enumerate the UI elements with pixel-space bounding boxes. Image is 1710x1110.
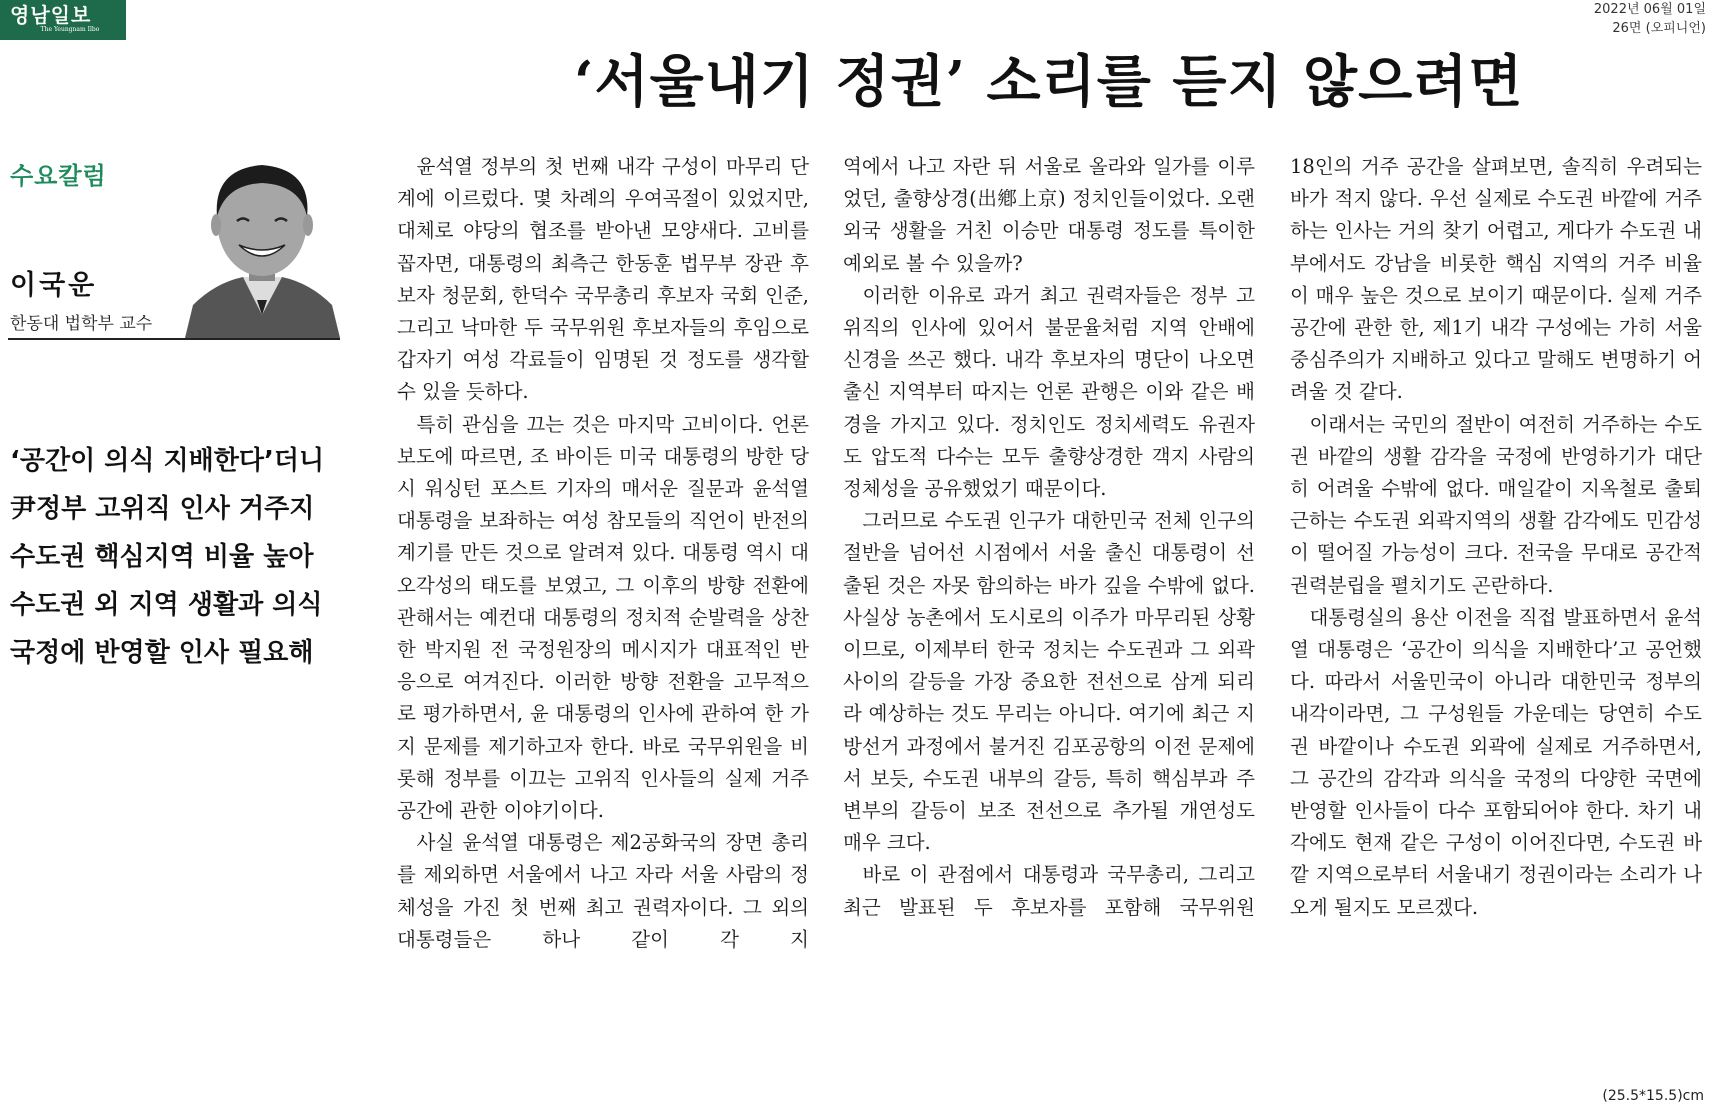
subhead-line: 국정에 반영할 인사 필요해 — [10, 638, 314, 668]
logo-name: 영남일보 — [10, 3, 92, 27]
body-paragraph: 역에서 나고 자란 뒤 서울로 올라와 일가를 이루었던, 출향상경(出鄕上京) 정치인들이었다. 오랜 외국 생활을 거친 이승만 대통령 정도를 특이한 예외로 볼 수 있을까? — [843, 155, 1255, 275]
body-paragraph: 대통령실의 용산 이전을 직접 발표하면서 윤석열 대통령은 ‘공간이 의식을 지배한다’고 공언했다. 따라서 서울민국이 아니라 대한민국 정부의 내각이라면, 그 구성원들 가운데는 당연히 수도권 바깥이나 수도권 외곽에 실제로 거주하면서, 그 공간의 감각과 의식을 국정의 다양한 국면에 반영할 인사들이 다수 포함되어야 한다. 차기 내각에도 현재 같은 구성이 이어진다면, 수도권 바깥 지역으로부터 서울내기 정권이라는 소리가 나오게 될지도 모르겠다. — [1290, 605, 1702, 919]
body-paragraph: 바로 이 관점에서 대통령과 국무총리, 그리고 최근 발표된 두 후보자를 포함해 국무위원 — [843, 863, 1255, 919]
byline-divider — [8, 338, 340, 340]
subhead-line: 尹정부 고위직 인사 거주지 — [10, 494, 315, 524]
article-column-3 — [1290, 151, 1702, 924]
issue-date: 2022년 06월 01일 — [1593, 2, 1706, 17]
subhead-line: 수도권 외 지역 생활과 의식 — [10, 590, 323, 620]
newspaper-logo — [0, 0, 126, 40]
page-section: 26면 (오피니언) — [1612, 21, 1706, 36]
author-photo — [185, 155, 340, 338]
article-column-1 — [397, 151, 809, 956]
body-paragraph: 윤석열 정부의 첫 번째 내각 구성이 마무리 단계에 이르렀다. 몇 차례의 우여곡절이 있었지만, 대체로 야당의 협조를 받아낸 모양새다. 고비를 꼽자면, 대통령의 최측근 한동훈 법무부 장관 후보자 청문회, 한덕수 국무총리 후보자 국회 인준, 그리고 낙마한 두 국무위원 후보자들의 후임으로 갑자기 여성 각료들이 임명된 것 정도를 생각할 수 있을 듯하다. — [397, 155, 809, 404]
article-headline: ‘서울내기 정권’ 소리를 듣지 않으려면 — [574, 49, 1524, 115]
body-paragraph: 이래서는 국민의 절반이 여전히 거주하는 수도권 바깥의 생활 감각을 국정에 반영하기가 대단히 어려울 수밖에 없다. 매일같이 지옥철로 출퇴근하는 수도권 외곽지역의 생활 감각에도 민감성이 떨어질 가능성이 크다. 전국을 무대로 공간적 권력분립을 펼치기도 곤란하다. — [1290, 412, 1702, 597]
body-paragraph: 특히 관심을 끄는 것은 마지막 고비이다. 언론 보도에 따르면, 조 바이든 미국 대통령의 방한 당시 워싱턴 포스트 기자의 매서운 질문과 윤석열 대통령을 보좌하는 여성 참모들의 직언이 반전의 계기를 만든 것으로 알려져 있다. 대통령 역시 대오각성의 태도를 보였고, 그 이후의 방향 전환에 관해서는 예컨대 대통령의 정치적 순발력을 상찬한 박지원 전 국정원장의 메시지가 대표적인 반응으로 여겨진다. 이러한 방향 전환을 고무적으로 평가하면서, 윤 대통령의 인사에 관하여 한 가지 문제를 제기하고자 한다. 바로 국무위원을 비롯해 정부를 이끄는 고위직 인사들의 실제 거주 공간에 관한 이야기이다. — [397, 412, 809, 823]
article-subheads — [10, 437, 355, 677]
column-name: 수요칼럼 — [10, 162, 107, 190]
subhead-line: ‘공간이 의식 지배한다’더니 — [10, 446, 325, 476]
author-title: 한동대 법학부 교수 — [10, 314, 153, 334]
body-paragraph: 18인의 거주 공간을 살펴보면, 솔직히 우려되는 바가 적지 않다. 우선 실제로 수도권 바깥에 거주하는 인사는 거의 찾기 어렵고, 게다가 수도권 내부에서도 강남을 비롯한 핵심 지역의 거주 비율이 매우 높은 것으로 보이기 때문이다. 실제 거주 공간에 관한 한, 제1기 내각 구성에는 가히 서울 중심주의가 지배하고 있다고 말해도 변명하기 어려울 것 같다. — [1290, 155, 1702, 404]
subhead-line: 수도권 핵심지역 비율 높아 — [10, 542, 314, 572]
issue-info — [1594, 0, 1706, 38]
author-name: 이국운 — [10, 270, 98, 301]
body-paragraph: 사실 윤석열 대통령은 제2공화국의 장면 총리를 제외하면 서울에서 나고 자라 서울 사람의 정체성을 가진 첫 번째 최고 권력자이다. 그 외의 대통령들은 하나 같이 각 지 — [397, 831, 809, 951]
article-size-note: (25.5*15.5)cm — [1602, 1088, 1704, 1104]
article-column-2 — [843, 151, 1255, 924]
body-paragraph: 그러므로 수도권 인구가 대한민국 전체 인구의 절반을 넘어선 시점에서 서울 출신 대통령이 선출된 것은 자못 함의하는 바가 깊을 수밖에 없다. 사실상 농촌에서 도시로의 이주가 마무리된 상황이므로, 이제부터 한국 정치는 수도권과 그 외곽 사이의 갈등을 가장 중요한 전선으로 삼게 되리라 예상하는 것도 무리는 아니다. 여기에 최근 지방선거 과정에서 불거진 김포공항의 이전 문제에서 보듯, 수도권 내부의 갈등, 특히 핵심부과 주변부의 갈등이 보조 전선으로 추가될 개연성도 매우 크다. — [843, 509, 1255, 855]
logo-subtext: The Yeungnam Ilbo — [40, 26, 100, 33]
body-paragraph: 이러한 이유로 과거 최고 권력자들은 정부 고위직의 인사에 있어서 불문율처럼 지역 안배에 신경을 쓰곤 했다. 내각 후보자의 명단이 나오면 출신 지역부터 따지는 언론 관행은 이와 같은 배경을 가지고 있다. 정치인도 정치세력도 유권자도 압도적 다수는 모두 출향상경한 객지 사람의 정체성을 공유했었기 때문이다. — [843, 283, 1255, 501]
